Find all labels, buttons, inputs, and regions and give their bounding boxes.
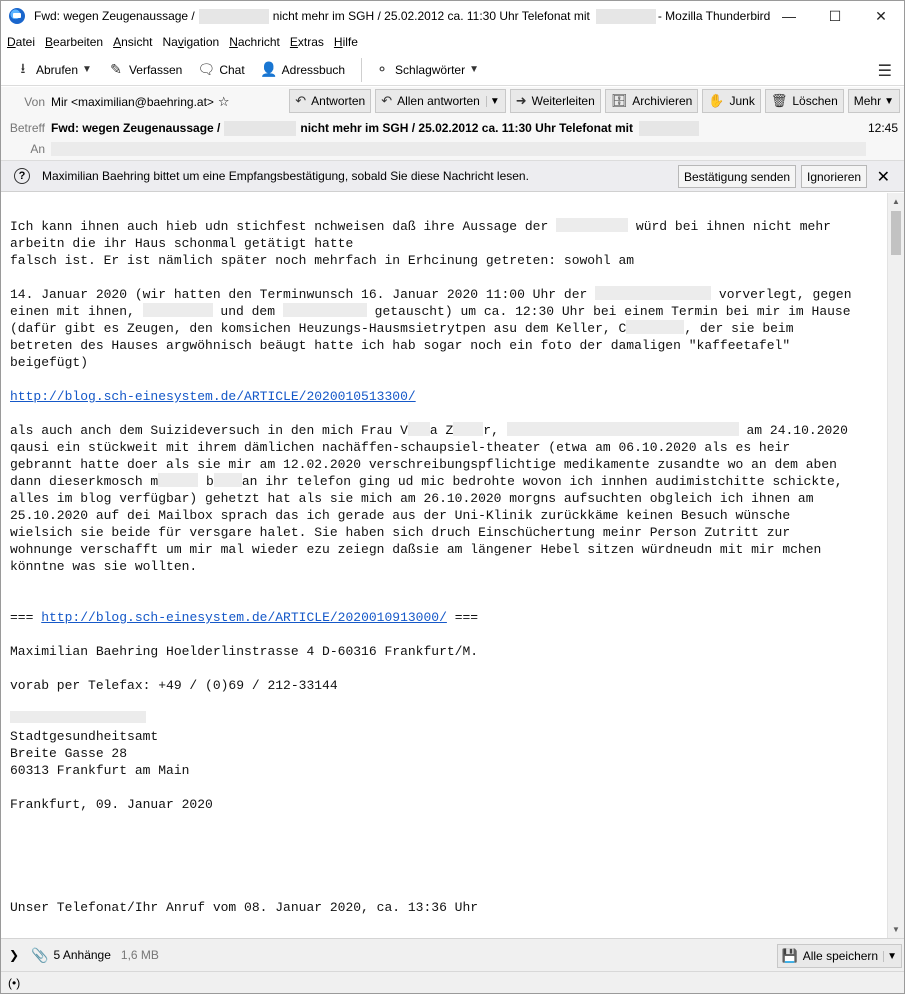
hamburger-menu-icon[interactable]: ☰ — [877, 63, 892, 80]
attachment-count[interactable]: 5 Anhänge — [53, 948, 111, 962]
menu-datei-rest: atei — [15, 35, 36, 49]
scroll-up-icon[interactable]: ▲ — [892, 197, 900, 206]
redacted-block — [10, 711, 146, 723]
junk-label: Junk — [729, 94, 755, 108]
body-text: falsch ist. Er ist nämlich später noch mehrfach in Erhcinung getreten: sowohl am — [10, 253, 635, 268]
body-text: dann dieserkmosch m — [10, 474, 159, 489]
menu-nachricht-rest: achricht — [237, 35, 280, 49]
address-line: Breite Gasse 28 — [10, 746, 128, 761]
pencil-icon: ✎ — [110, 61, 122, 77]
body-text: a Z — [429, 423, 454, 438]
message-header — [1, 87, 904, 161]
body-text: 25.10.2020 auf dei Mailbox sprach das ich gerade aus der Uni-Klinik zurückkäme keinen Besuch wünsche — [10, 508, 791, 523]
body-text: getauscht) um ca. 12:30 Uhr bei einem Termin bei mir im Hause — [366, 304, 851, 319]
message-actions — [285, 89, 900, 113]
vertical-scrollbar[interactable] — [887, 193, 904, 938]
tags-label: Schlagwörter — [395, 62, 466, 77]
reply-all-label: Allen antworten — [397, 94, 480, 108]
menu-ansicht[interactable] — [113, 35, 152, 49]
redacted-block — [639, 121, 699, 136]
question-icon: ? — [14, 168, 30, 184]
close-icon[interactable]: ✕ — [875, 7, 887, 24]
body-text: 14. Januar 2020 (wir hatten den Terminwunsch 16. Januar 2020 11:00 Uhr der — [10, 287, 596, 302]
subject-prefix: Fwd: wegen Zeugenaussage / — [51, 121, 221, 135]
menu-extras[interactable] — [290, 35, 324, 49]
body-text: als auch anch dem Suizideversuch in den mich Frau V — [10, 423, 408, 438]
paperclip-icon: 📎 — [31, 946, 49, 963]
delete-label: Löschen — [792, 94, 838, 108]
chevron-down-icon[interactable]: ▼ — [82, 64, 92, 75]
more-label: Mehr — [853, 94, 882, 108]
window-title-prefix: Fwd: wegen Zeugenaussage / — [34, 9, 195, 23]
get-mail-button[interactable] — [9, 57, 98, 83]
window-title — [34, 9, 770, 24]
redacted-block — [595, 286, 711, 300]
title-bar — [1, 1, 904, 31]
ignore-button[interactable] — [801, 165, 867, 188]
address-line: 60313 Frankfurt am Main — [10, 763, 190, 778]
menu-hilfe[interactable] — [334, 35, 358, 49]
chevron-down-icon: ▼ — [469, 64, 479, 75]
body-paragraph — [10, 388, 416, 405]
thunderbird-logo-icon — [9, 8, 25, 24]
menu-ansicht-accel: A — [113, 35, 122, 49]
date-line: Frankfurt, 09. Januar 2020 — [10, 797, 213, 812]
write-label: Verfassen — [128, 62, 183, 77]
reply-all-icon: ↶ — [381, 93, 393, 108]
menu-navigation-accel: v — [177, 35, 184, 49]
menu-navigation-rest: igation — [183, 35, 220, 49]
body-text: wohnunge verschafft um mir mal wieder ezu zeiegn daßsie am längener Hebel sitzen würdneudn mit mir mchen — [10, 542, 822, 557]
body-text: Ich kann ihnen auch hieb udn stichfest nchweisen daß ihre Aussage der — [10, 219, 557, 234]
from-row — [1, 92, 230, 112]
reference-line: Unser Telefonat/Ihr Anruf vom 08. Januar 2020, ca. 13:36 Uhr — [10, 900, 479, 915]
body-text: arbeitn die ihr Haus schonmal getätigt hatte — [10, 236, 354, 251]
tag-icon: ⚬ — [376, 61, 388, 77]
junk-button[interactable] — [702, 89, 761, 113]
chat-label: Chat — [219, 62, 245, 77]
address-line: Stadtgesundheitsamt — [10, 729, 159, 744]
save-all-button[interactable] — [777, 944, 902, 968]
redacted-block — [408, 422, 430, 436]
scrollbar-thumb[interactable] — [891, 211, 901, 255]
blog-link[interactable]: http://blog.sch-einesystem.de/ARTICLE/2020010513300/ — [10, 389, 416, 404]
chevron-down-icon: ▼ — [884, 95, 894, 107]
minimize-icon[interactable]: — — [782, 8, 796, 24]
close-icon[interactable]: ✕ — [876, 169, 890, 186]
body-text: und dem — [212, 304, 283, 319]
main-toolbar — [1, 54, 904, 86]
subject-row — [1, 118, 699, 138]
body-text: gebrannt hatte doer als sie mir am 12.02.2020 verschreibungspflichtige medikamente zusandte wo an dem aben — [10, 457, 837, 472]
blog-link[interactable]: http://blog.sch-einesystem.de/ARTICLE/2020010913000/ — [41, 610, 447, 625]
from-value[interactable]: Mir <maximilian@baehring.at> — [51, 95, 214, 109]
archive-label: Archivieren — [632, 94, 693, 108]
receipt-request-bar — [1, 161, 904, 192]
forward-icon: ➜ — [515, 93, 527, 108]
menu-ansicht-rest: nsicht — [121, 35, 153, 49]
online-status-icon[interactable]: (•) — [8, 975, 21, 990]
body-text: würd bei ihnen nicht mehr — [628, 219, 831, 234]
address-book-button[interactable] — [255, 57, 351, 83]
scroll-down-icon[interactable]: ▼ — [892, 925, 900, 934]
forward-button[interactable] — [510, 89, 601, 113]
sender-line: Maximilian Baehring Hoelderlinstrasse 4 D-60316 Frankfurt/M. — [10, 644, 479, 659]
ignore-label: Ignorieren — [807, 169, 862, 184]
address-book-icon: 👤 — [259, 61, 278, 77]
menu-navigation-pre: Na — [162, 35, 178, 49]
receipt-request-text: Maximilian Baehring bittet um eine Empfangsbestätigung, sobald Sie diese Nachricht lesen. — [42, 169, 529, 183]
redacted-recipients — [51, 142, 866, 156]
body-text: qausi ein stückweit mit ihrem dämlichen nachäffen-schaupsiel-theater (etwa am 06.10.2020 als es heir — [10, 440, 791, 455]
menu-nachricht[interactable] — [229, 35, 280, 49]
body-paragraph — [10, 218, 831, 269]
body-text: am 24.10.2020 — [738, 423, 848, 438]
menu-datei[interactable] — [7, 35, 35, 49]
redacted-block — [214, 473, 242, 487]
star-icon[interactable]: ☆ — [217, 94, 230, 109]
maximize-icon[interactable]: ☐ — [828, 7, 842, 24]
redacted-block — [453, 422, 483, 436]
message-body[interactable] — [1, 193, 887, 938]
body-text: (dafür gibt es Zeugen, den komsichen Heuzungs-Hausmsietrytpen asu dem Keller, C — [10, 321, 627, 336]
reply-all-button[interactable] — [375, 89, 506, 113]
menu-hilfe-rest: ilfe — [342, 35, 358, 49]
archive-icon: 🗄 — [610, 93, 628, 108]
chat-button[interactable] — [192, 57, 250, 83]
window-title-mid: nicht mehr im SGH / 25.02.2012 ca. 11:30 Uhr Telefonat mit — [272, 9, 590, 23]
menu-extras-accel: E — [289, 35, 298, 49]
redacted-block — [507, 422, 739, 436]
archive-button[interactable] — [605, 89, 699, 113]
trash-icon: 🗑 — [770, 93, 788, 108]
body-text: einen mit ihnen, — [10, 304, 143, 319]
attachment-size: 1,6 MB — [120, 948, 159, 962]
save-icon: 💾 — [781, 948, 798, 963]
body-text: an ihr telefon ging ud mic bedrohte wovon ich innhen audimistchitte schickte, — [241, 474, 843, 489]
menu-nachricht-accel: N — [229, 35, 238, 49]
subject-label: Betreff — [9, 121, 45, 135]
body-text: alles im blog verfügbar) gehetzt hat als sie mich am 26.10.2020 morgns aufsuchten obgleich ich ihnen am — [10, 491, 814, 506]
send-receipt-button[interactable] — [678, 165, 796, 188]
body-paragraph — [10, 709, 146, 726]
body-text: === — [446, 610, 479, 625]
forward-label: Weiterleiten — [531, 94, 595, 108]
from-label: Von — [24, 95, 45, 109]
menu-extras-rest: xtras — [297, 35, 324, 49]
reply-label: Antworten — [311, 94, 366, 108]
subject-rest: nicht mehr im SGH / 25.02.2012 ca. 11:30 Uhr Telefonat mit — [300, 121, 633, 135]
menu-bar — [1, 31, 904, 53]
body-text: , der sie beim — [684, 321, 794, 336]
redacted-block — [556, 218, 628, 232]
body-paragraph — [10, 609, 478, 626]
address-block — [10, 728, 189, 779]
menu-hilfe-accel: H — [333, 35, 343, 49]
body-text: könntne was sie wollten. — [10, 559, 198, 574]
download-icon: ⭳ — [20, 59, 26, 76]
redacted-block — [283, 303, 367, 317]
get-mail-label: Abrufen — [36, 62, 79, 77]
tags-button[interactable] — [368, 57, 485, 83]
more-button[interactable] — [848, 89, 900, 113]
to-row — [1, 139, 866, 159]
redacted-block — [224, 121, 296, 136]
redacted-block — [199, 9, 269, 24]
to-label: An — [30, 142, 45, 156]
save-all-label: Alle speichern — [802, 949, 879, 963]
chevron-down-icon[interactable]: ▼ — [486, 96, 500, 107]
body-text: betreten des Hauses argwöhnisch beäugt hatte ich hab sogar noch ein foto der damaligen "kaffeetafel" — [10, 338, 791, 353]
redacted-block — [626, 320, 684, 334]
body-text: vorverlegt, gegen — [711, 287, 852, 302]
body-text: === — [10, 610, 42, 625]
reply-button[interactable] — [289, 89, 371, 113]
menu-datei-accel: D — [7, 35, 16, 49]
body-paragraph — [10, 286, 852, 371]
junk-hand-icon: ✋ — [708, 93, 725, 108]
chevron-right-icon[interactable]: ❯ — [9, 948, 20, 962]
fax-line: vorab per Telefax: +49 / (0)69 / 212-33144 — [10, 678, 338, 693]
window-title-suffix: - Mozilla Thunderbird — [657, 9, 771, 23]
status-bar — [1, 971, 904, 993]
menu-navigation[interactable] — [162, 35, 219, 49]
write-button[interactable] — [102, 57, 188, 83]
redacted-block — [158, 473, 198, 487]
toolbar-separator — [361, 58, 362, 82]
message-time: 12:45 — [867, 121, 898, 135]
body-text: r, — [483, 423, 507, 438]
menu-bearbeiten-accel: B — [45, 35, 54, 49]
send-receipt-label: Bestätigung senden — [684, 169, 791, 184]
chat-bubble-icon: 🗨 — [197, 61, 216, 77]
attachment-bar — [1, 938, 904, 971]
body-paragraph — [10, 422, 848, 575]
redacted-block — [143, 303, 213, 317]
reply-icon: ↶ — [295, 93, 307, 108]
menu-bearbeiten-rest: earbeiten — [53, 35, 104, 49]
menu-bearbeiten[interactable] — [45, 35, 103, 49]
address-book-label: Adressbuch — [281, 62, 346, 77]
delete-button[interactable] — [765, 89, 844, 113]
body-text: wielsich sie beide für versgare halet. Sie haben sich druch Einschüchertung meinr Person Zutritt zur — [10, 525, 791, 540]
chevron-down-icon[interactable]: ▼ — [883, 951, 897, 962]
body-text: beigefügt) — [10, 355, 89, 370]
body-text: b — [198, 474, 214, 489]
redacted-block — [596, 9, 656, 24]
